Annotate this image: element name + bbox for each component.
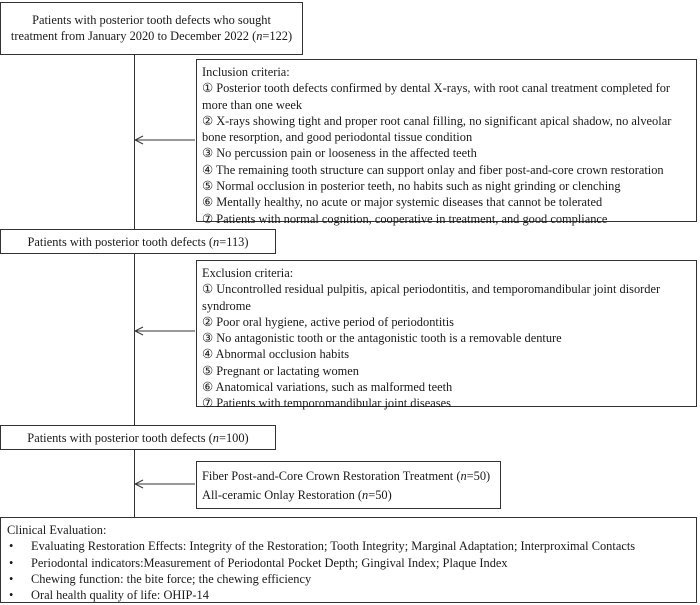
exclusion-title: Exclusion criteria: — [202, 266, 294, 280]
box3-n: n — [212, 431, 219, 445]
start-box — [0, 2, 303, 55]
clinical-item: • Oral health quality of life: OHIP-14 — [7, 587, 690, 603]
inclusion-item: ⑥ Mentally healthy, no acute or major systemic diseases that cannot be tolerated — [202, 195, 603, 210]
inclusion-criteria-box — [196, 59, 697, 226]
inclusion-title: Inclusion criteria: — [202, 65, 290, 79]
group2-n: n — [362, 488, 369, 502]
group1-n: n — [460, 469, 467, 483]
clinical-title: Clinical Evaluation: — [7, 523, 107, 537]
arrow-to-exclusion — [134, 326, 196, 336]
final-patients-box — [0, 425, 276, 450]
group1-label: Fiber Post-and-Core Crown Restoration Treatment ( — [202, 469, 461, 483]
group2-suffix: =50) — [368, 488, 392, 502]
box2-n: n — [213, 235, 220, 249]
exclusion-item: ⑦ Patients with temporomandibular joint diseases — [202, 396, 451, 411]
exclusion-item: ① Uncontrolled residual pulpitis, apical periodontitis, and temporomandibular joint disorder syndrome — [202, 282, 661, 313]
start-box-n: n — [256, 29, 263, 44]
box2-prefix: Patients with posterior tooth defects ( — [27, 235, 214, 249]
inclusion-item: ⑦ Patients with normal cognition, cooperative in treatment, and good compliance — [202, 211, 608, 226]
exclusion-item: ⑤ Pregnant or lactating women — [202, 363, 360, 378]
clinical-item: • Chewing function: the bite force; the chewing efficiency — [7, 571, 690, 587]
box2-suffix: =113) — [219, 235, 249, 249]
exclusion-item: ⑥ Anatomical variations, such as malformed teeth — [202, 380, 453, 395]
inclusion-item: ③ No percussion pain or looseness in the affected teeth — [202, 146, 477, 161]
inclusion-item: ④ The remaining tooth structure can support onlay and fiber post-and-core crown restoration — [202, 162, 664, 177]
exclusion-item: ③ No antagonistic tooth or the antagonistic tooth is a removable denture — [202, 331, 562, 346]
inclusion-item: ② X-rays showing tight and proper root canal filling, no significant apical shadow, no alveolar bone resorption, and good periodontal tissue condition — [202, 113, 672, 145]
start-box-line2-suffix: =122) — [262, 29, 293, 44]
inclusion-item: ① Posterior tooth defects confirmed by dental X-rays, with root canal treatment completed for more than one week — [202, 81, 671, 112]
group2-label: All-ceramic Onlay Restoration ( — [202, 488, 362, 502]
box3-prefix: Patients with posterior tooth defects ( — [27, 431, 213, 445]
start-box-line1: Patients with posterior tooth defects who sought — [32, 13, 271, 27]
group1-suffix: =50) — [466, 469, 491, 483]
arrow-to-groups — [134, 479, 196, 489]
clinical-item: • Periodontal indicators:Measurement of Periodontal Pocket Depth; Gingival Index; Plaque Index — [7, 555, 690, 571]
clinical-item: • Evaluating Restoration Effects: Integrity of the Restoration; Tooth Integrity; Marginal Adaptation; Interproximal Contacts — [7, 538, 690, 554]
treatment-groups-box — [196, 461, 501, 509]
exclusion-criteria-box — [196, 260, 697, 411]
eligible-patients-box — [0, 229, 276, 254]
exclusion-item: ④ Abnormal occlusion habits — [202, 347, 350, 362]
arrow-to-inclusion — [134, 135, 196, 145]
box3-suffix: =100) — [218, 431, 249, 445]
clinical-list — [7, 538, 690, 603]
clinical-evaluation-box — [0, 517, 697, 603]
inclusion-item: ⑤ Normal occlusion in posterior teeth, no habits such as night grinding or clenching — [202, 179, 621, 194]
exclusion-item: ② Poor oral hygiene, active period of periodontitis — [202, 314, 454, 329]
start-box-line2-prefix: treatment from January 2020 to December 2022 ( — [10, 29, 257, 44]
